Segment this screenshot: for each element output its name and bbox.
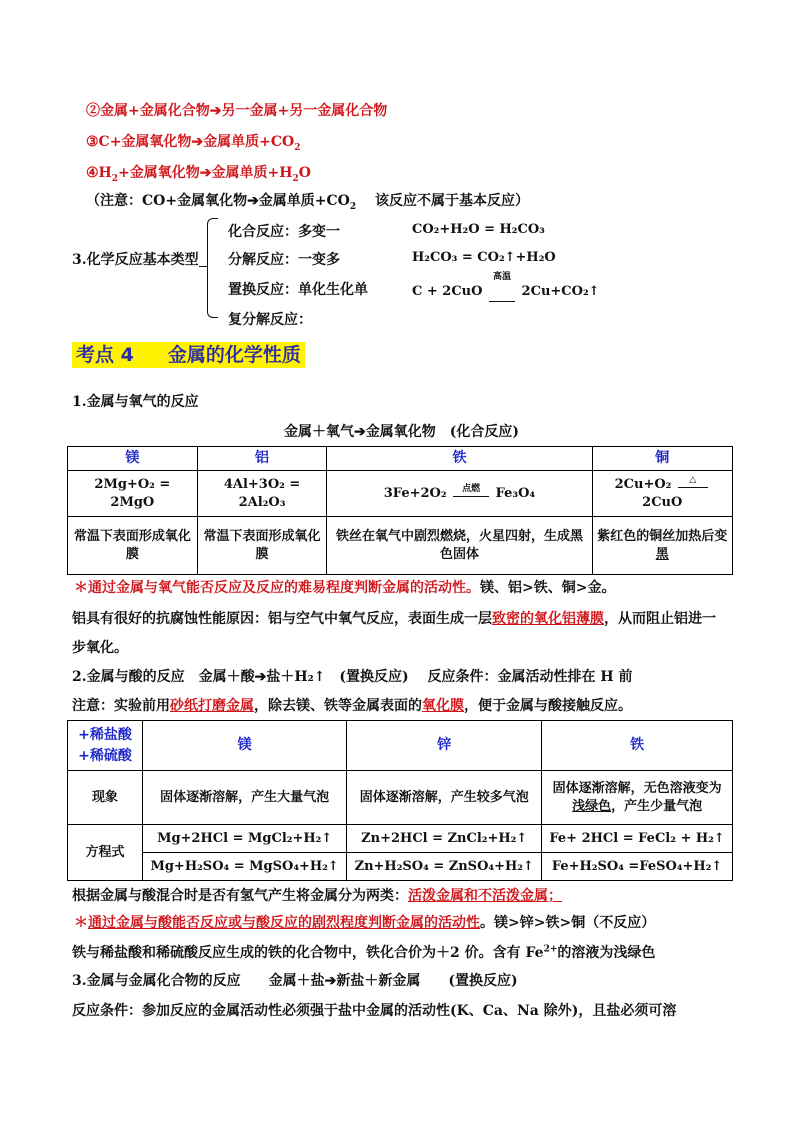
eq-fe-h2so4: Fe+H₂SO₄ =FeSO₄+H₂↑ [542, 853, 733, 881]
header-mg: 镁 [68, 447, 198, 471]
eq-combination: CO₂+H₂O = H₂CO₃ [412, 222, 545, 237]
obs-al: 常温下表面形成氧化膜 [197, 517, 327, 575]
eq-fe-hcl: Fe+ 2HCl = FeCl₂ + H₂↑ [542, 825, 733, 853]
section-banner: 考点 4 金属的化学性质 [72, 342, 305, 368]
type-displacement: 置换反应：单化生化单 [228, 282, 368, 298]
metal-acid-table [67, 720, 733, 881]
section2-note: 注意：实验前用砂纸打磨金属，除去镁、铁等金属表面的氧化膜，便于金属与酸接触反应。 [72, 698, 632, 714]
section3-title: 3.金属与金属化合物的反应 金属＋盐➔新盐＋新金属 (置换反应) [72, 973, 518, 989]
phen-mg: 固体逐渐溶解，产生大量气泡 [143, 771, 347, 825]
brace [207, 218, 218, 318]
type-double-decomposition: 复分解反应： [228, 312, 312, 328]
header-zn: 锌 [347, 721, 542, 771]
eq-mg: 2Mg+O₂ = 2MgO [68, 471, 198, 517]
phen-zn: 固体逐渐溶解，产生较多气泡 [347, 771, 542, 825]
obs-mg: 常温下表面形成氧化膜 [68, 517, 198, 575]
header-acids: +稀盐酸 +稀硫酸 [68, 721, 143, 771]
line-hydrogen-reduction: $④H_2+$金属氧化物➔金属单质$+H_2O$ [86, 165, 311, 184]
row-phenomenon-label: 现象 [68, 771, 143, 825]
header-fe: 铁 [327, 447, 592, 471]
header-mg: 镁 [143, 721, 347, 771]
paragraph-activity-acid: ＊通过金属与酸能否反应或与酸反应的剧烈程度判断金属的活动性。镁>锌>铁>铜（不反应） [74, 915, 656, 931]
section1-formula: 金属＋氧气➔金属氧化物 (化合反应) [284, 424, 519, 440]
reaction-types-title: 3.化学反应基本类型 [72, 252, 199, 268]
note-co-reduction: （注意：CO+金属氧化物➔金属单质$+CO_2$ 该反应不属于基本反应） [86, 193, 530, 212]
paragraph-aluminum-2: 步氧化。 [72, 640, 128, 656]
eq-displacement: C + 2CuO 高温 2Cu+CO₂↑ [412, 280, 600, 302]
paragraph-salt-condition: 反应条件：参加反应的金属活动性必须强于盐中金属的活动性(K、Ca、Na 除外)，且盐必须可溶 [72, 1003, 677, 1019]
type-decomposition: 分解反应：一变多 [228, 252, 340, 268]
paragraph-aluminum-1: 铝具有很好的抗腐蚀性能原因：铝与空气中氧气反应，表面生成一层致密的氧化铝薄膜，从而阻止铝进一 [72, 611, 716, 627]
line-carbon-reduction: ③C+金属氧化物➔金属单质$+CO_2$ [86, 134, 301, 153]
header-fe: 铁 [542, 721, 733, 771]
eq-decomposition: H₂CO₃ = CO₂↑+H₂O [412, 250, 556, 265]
header-cu: 铜 [592, 447, 733, 471]
section2-title: 2.金属与酸的反应 金属＋酸➔盐＋H₂↑ (置换反应) 反应条件：金属活动性排在 H 前 [72, 669, 633, 685]
paragraph-activity-oxygen: ＊通过金属与氧气能否反应及反应的难易程度判断金属的活动性。镁、铝>铁、铜>金。 [74, 580, 616, 596]
eq-mg-hcl: Mg+2HCl = MgCl₂+H₂↑ [143, 825, 347, 853]
paragraph-classify: 根据金属与酸混合时是否有氢气产生将金属分为两类：活泼金属和不活泼金属； [72, 888, 562, 904]
phen-fe: 固体逐渐溶解，无色溶液变为 浅绿色，产生少量气泡 [542, 771, 733, 825]
eq-al: 4Al+3O₂ = 2Al₂O₃ [197, 471, 327, 517]
row-equation-label: 方程式 [68, 825, 143, 881]
eq-fe: 3Fe+2O₂ 点燃 Fe₃O₄ [327, 471, 592, 517]
eq-mg-h2so4: Mg+H₂SO₄ = MgSO₄+H₂↑ [143, 853, 347, 881]
type-combination: 化合反应：多变一 [228, 224, 340, 240]
section1-title: 1.金属与氧气的反应 [72, 394, 199, 410]
obs-fe: 铁丝在氧气中剧烈燃烧，火星四射，生成黑色固体 [327, 517, 592, 575]
eq-cu: 2Cu+O₂ △ 2CuO [592, 471, 733, 517]
paragraph-iron-valence: 铁与稀盐酸和稀硫酸反应生成的铁的化合物中，铁化合价为＋2 价。含有 $Fe^{2+}$的溶液为浅绿色 [72, 944, 656, 961]
line-metal-displacement: ②金属+金属化合物➔另一金属+另一金属化合物 [86, 103, 388, 119]
metal-oxygen-table [67, 446, 733, 575]
header-al: 铝 [197, 447, 327, 471]
eq-zn-hcl: Zn+2HCl = ZnCl₂+H₂↑ [347, 825, 542, 853]
eq-zn-h2so4: Zn+H₂SO₄ = ZnSO₄+H₂↑ [347, 853, 542, 881]
obs-cu: 紫红色的铜丝加热后变黑 [592, 517, 733, 575]
